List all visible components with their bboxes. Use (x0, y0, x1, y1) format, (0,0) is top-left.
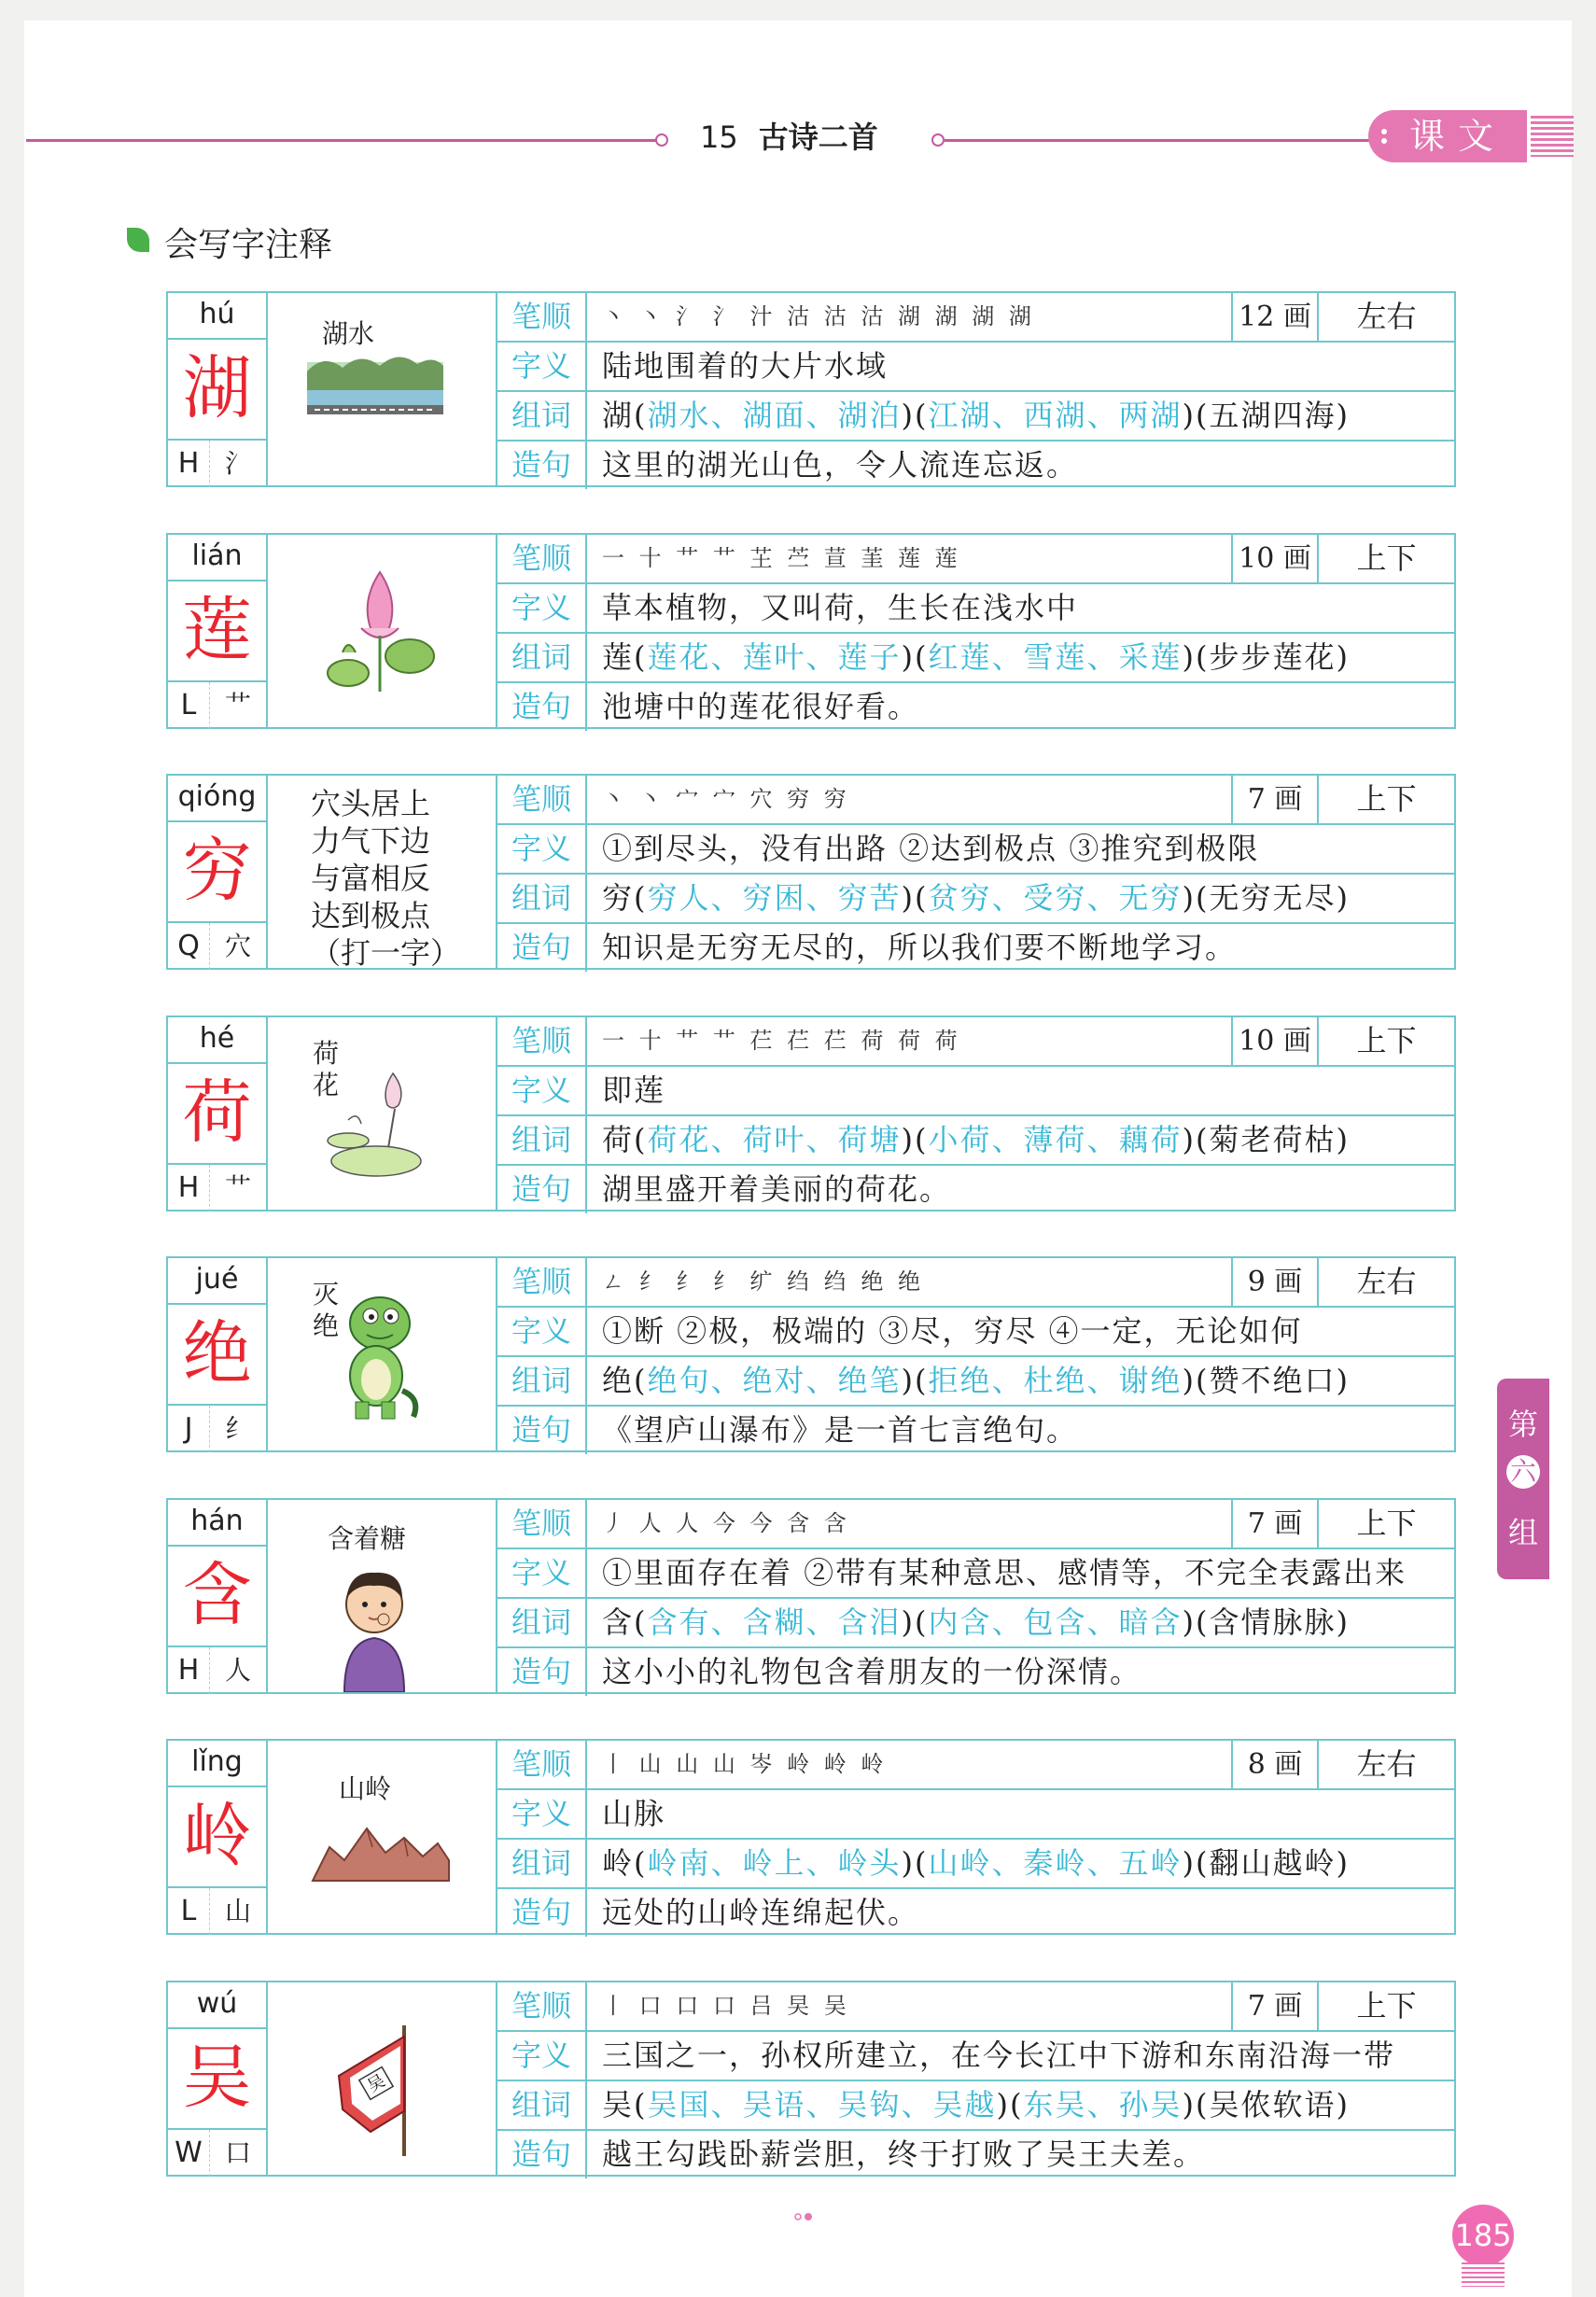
words-label: 组词 (497, 392, 587, 440)
char-details (497, 1017, 1454, 1210)
strokes-label: 笔顺 (497, 1741, 587, 1788)
sentence-label: 造句 (497, 1166, 587, 1213)
example-sentence: 池塘中的莲花很好看。 (602, 689, 920, 724)
header-rule-left (26, 139, 661, 142)
structure: 上下 (1356, 1023, 1417, 1058)
char-details (497, 1741, 1454, 1933)
strokes-row (497, 1500, 1454, 1548)
structure: 左右 (1356, 1746, 1417, 1782)
words-group-b: 东吴、孙吴 (1023, 2087, 1183, 2122)
stroke-count: 12 画 (1231, 293, 1319, 341)
meaning-row (497, 823, 1454, 873)
example-sentence: 这小小的礼物包含着朋友的一份深情。 (602, 1654, 1142, 1689)
words-row (497, 1838, 1454, 1887)
meaning-row (497, 341, 1454, 390)
character-card (166, 1498, 1456, 1694)
radical: 艹 (224, 690, 251, 721)
index-letter: H (168, 441, 210, 487)
pinyin: jué (168, 1258, 266, 1305)
radical: 氵 (224, 448, 251, 479)
strokes-label: 笔顺 (497, 1258, 587, 1306)
index-letter: H (168, 1165, 210, 1212)
stroke-order: 丨 口 口 口 吕 旲 吴 (602, 1993, 850, 2019)
index-row (168, 680, 266, 729)
stroke-count: 10 画 (1231, 1017, 1319, 1065)
side-tab-top: 第 (1507, 1407, 1538, 1442)
sentence-label: 造句 (497, 1407, 587, 1454)
words-mid: )( (901, 639, 929, 675)
words-group-a: 穷人、穷困、穷苦 (647, 880, 902, 916)
index-row (168, 1646, 266, 1694)
character: 含 (182, 1555, 252, 1635)
structure: 上下 (1356, 781, 1417, 817)
radical: 山 (224, 1896, 251, 1926)
example-sentence: 这里的湖光山色，令人流连忘返。 (602, 447, 1079, 483)
pinyin: wú (168, 1982, 266, 2029)
meaning-label: 字义 (497, 584, 587, 632)
char-info (168, 1258, 268, 1450)
index-letter: H (168, 1647, 210, 1694)
words-suffix: )(无穷无尽) (1182, 880, 1350, 916)
words-suffix: )(步步莲花) (1182, 639, 1350, 675)
header-dot-right (931, 133, 945, 147)
structure: 左右 (1356, 299, 1417, 334)
character-card (166, 1981, 1456, 2177)
header-dot-left (655, 133, 668, 147)
words-group-a: 岭南、岭上、岭头 (647, 1845, 902, 1881)
riddle-line: 与富相反 (311, 861, 431, 896)
radical: 口 (224, 2137, 251, 2168)
stroke-count: 10 画 (1231, 535, 1319, 582)
footer-dots-icon (793, 2212, 821, 2221)
stroke-count: 7 画 (1231, 776, 1319, 823)
stroke-count: 9 画 (1231, 1258, 1319, 1306)
character-card (166, 1739, 1456, 1935)
riddle-line: 穴头居上 (311, 786, 431, 821)
meaning-label: 字义 (497, 343, 587, 390)
char-info (168, 1500, 268, 1692)
words-label: 组词 (497, 1599, 587, 1646)
stroke-order: ㄥ 纟 纟 纟 纩 绉 绉 绝 绝 (602, 1268, 925, 1295)
illustration-cell (268, 1982, 497, 2175)
example-sentence: 越王勾践卧薪尝胆，终于打败了吴王夫差。 (602, 2136, 1206, 2172)
page-number: 185 (1452, 2205, 1514, 2266)
words-group-b: 山岭、秦岭、五岭 (928, 1845, 1183, 1881)
words-prefix: 含( (602, 1604, 648, 1640)
words-mid: )( (901, 398, 929, 433)
strokes-row (497, 535, 1454, 582)
words-suffix: )(菊老荷枯) (1182, 1122, 1350, 1157)
character: 绝 (182, 1313, 252, 1394)
sentence-row (497, 922, 1454, 972)
meaning: 即莲 (602, 1072, 666, 1108)
strokes-row (497, 1258, 1454, 1306)
structure: 上下 (1356, 1506, 1417, 1541)
character-card (166, 533, 1456, 729)
strokes-row (497, 1741, 1454, 1788)
pinyin: hán (168, 1500, 266, 1547)
illustration-cell (268, 1017, 497, 1210)
meaning-row (497, 2030, 1454, 2080)
meaning: ①断 ②极，极端的 ③尽，穷尽 ④一定，无论如何 (602, 1313, 1303, 1349)
page-number-stripes (1462, 2262, 1505, 2287)
words-prefix: 穷( (602, 880, 648, 916)
stroke-count: 7 画 (1231, 1982, 1319, 2030)
strokes-label: 笔顺 (497, 776, 587, 823)
illustration-image (311, 1819, 451, 1888)
words-group-b: 贫穷、受穷、无穷 (928, 880, 1183, 916)
pinyin: lǐng (168, 1741, 266, 1787)
words-mid: )( (901, 1845, 929, 1881)
meaning-row (497, 1548, 1454, 1597)
char-info (168, 776, 268, 968)
riddle-line: 达到极点 (311, 898, 431, 933)
word-list (602, 1357, 1350, 1405)
words-mid: )( (901, 880, 929, 916)
meaning: ①到尽头，没有出路 ②达到极点 ③推究到极限 (602, 831, 1260, 866)
radical: 纟 (224, 1413, 251, 1444)
meaning: 草本植物，又叫荷，生长在浅水中 (602, 590, 1079, 625)
stroke-order: 丿 人 人 今 今 含 含 (602, 1510, 850, 1536)
char-details (497, 1258, 1454, 1450)
meaning: ①里面存在着 ②带有某种意思、感情等，不完全表露出来 (602, 1555, 1407, 1590)
meaning-label: 字义 (497, 1549, 587, 1597)
stroke-order: 一 十 艹 艹 芢 芢 芢 荷 荷 荷 (602, 1028, 961, 1054)
words-label: 组词 (497, 2081, 587, 2129)
index-letter: J (168, 1406, 210, 1452)
illustration-caption: 含着糖 (328, 1523, 407, 1554)
words-label: 组词 (497, 875, 587, 922)
words-row (497, 1355, 1454, 1405)
index-letter: Q (168, 923, 210, 970)
illustration-cell (268, 1258, 497, 1450)
character-card (166, 1015, 1456, 1212)
pinyin: hé (168, 1017, 266, 1064)
words-suffix: )(五湖四海) (1182, 398, 1350, 433)
header-stripes (1531, 116, 1574, 157)
word-list (602, 2081, 1350, 2129)
side-tab-bottom: 组 (1507, 1515, 1538, 1550)
structure: 上下 (1356, 540, 1417, 576)
leaf-icon (127, 228, 149, 252)
index-letter: L (168, 682, 210, 729)
word-list (602, 1840, 1350, 1887)
illustration-image (305, 343, 445, 422)
radical: 艹 (224, 1172, 251, 1203)
words-prefix: 绝( (602, 1363, 648, 1398)
char-details (497, 293, 1454, 485)
words-group-a: 含有、含糊、含泪 (647, 1604, 902, 1640)
words-suffix: )(赞不绝口) (1182, 1363, 1350, 1398)
stroke-order: 丶 丶 氵 氵 汁 沽 沽 沽 湖 湖 湖 湖 (602, 303, 1035, 329)
char-details (497, 1982, 1454, 2175)
meaning-row (497, 1788, 1454, 1838)
words-suffix: )(含情脉脉) (1182, 1604, 1350, 1640)
index-row (168, 1163, 266, 1212)
meaning-row (497, 1306, 1454, 1355)
meaning-label: 字义 (497, 1067, 587, 1114)
index-row (168, 1404, 266, 1452)
index-row (168, 2128, 266, 2177)
word-list (602, 634, 1350, 681)
word-list (602, 1599, 1350, 1646)
section-title: 会写字注释 (164, 226, 333, 264)
meaning-label: 字义 (497, 1790, 587, 1838)
char-details (497, 776, 1454, 968)
char-details (497, 1500, 1454, 1692)
tab-kewen-label: 课文 (1409, 116, 1507, 157)
illustration-cell (268, 535, 497, 727)
sentence-row (497, 1646, 1454, 1696)
words-label: 组词 (497, 1357, 587, 1405)
word-list (602, 392, 1350, 440)
meaning: 三国之一，孙权所建立，在今长江中下游和东南沿海一带 (602, 2038, 1396, 2073)
meaning: 陆地围着的大片水域 (602, 348, 889, 384)
character: 穷 (182, 831, 252, 911)
meaning-row (497, 1065, 1454, 1114)
sentence-row (497, 1405, 1454, 1454)
tab-kewen (1368, 110, 1527, 162)
sentence-row (497, 681, 1454, 731)
words-prefix: 荷( (602, 1122, 648, 1157)
index-row (168, 439, 266, 487)
sentence-row (497, 1887, 1454, 1937)
example-sentence: 《望庐山瀑布》是一首七言绝句。 (602, 1412, 1079, 1448)
index-row (168, 1886, 266, 1935)
character: 吴 (182, 2038, 252, 2118)
words-mid: )( (901, 1363, 929, 1398)
structure: 左右 (1356, 1264, 1417, 1299)
words-row (497, 1114, 1454, 1164)
character-card (166, 1256, 1456, 1452)
strokes-row (497, 293, 1454, 341)
words-row (497, 632, 1454, 681)
character: 岭 (182, 1796, 252, 1876)
lesson-heading (700, 114, 878, 157)
words-prefix: 莲( (602, 639, 648, 675)
char-info (168, 1741, 268, 1933)
character: 莲 (182, 590, 252, 670)
riddle-line: 力气下边 (311, 823, 431, 859)
lesson-title: 古诗二首 (758, 119, 878, 155)
char-info (168, 535, 268, 727)
stroke-order: 丶 丶 宀 宀 穴 穷 穷 (602, 786, 850, 812)
sentence-row (497, 1164, 1454, 1213)
meaning-label: 字义 (497, 825, 587, 873)
unit-side-tab (1497, 1379, 1549, 1579)
word-list (602, 875, 1350, 922)
pinyin: hú (168, 293, 266, 340)
sentence-label: 造句 (497, 924, 587, 972)
sentence-row (497, 2129, 1454, 2178)
strokes-label: 笔顺 (497, 293, 587, 341)
words-group-b: 内含、包含、暗含 (928, 1604, 1183, 1640)
words-prefix: 湖( (602, 398, 648, 433)
char-info (168, 293, 268, 485)
sentence-label: 造句 (497, 1648, 587, 1696)
stroke-count: 7 画 (1231, 1500, 1319, 1548)
radical: 穴 (224, 931, 251, 961)
words-group-a: 吴国、吴语、吴钩、吴越 (647, 2087, 997, 2122)
illustration-cell (268, 293, 497, 485)
sentence-label: 造句 (497, 1889, 587, 1937)
words-mid: )( (901, 1122, 929, 1157)
words-group-b: 红莲、雪莲、采莲 (928, 639, 1183, 675)
illustration-caption: 荷花 (313, 1038, 340, 1100)
strokes-row (497, 776, 1454, 823)
char-details (497, 535, 1454, 727)
strokes-row (497, 1017, 1454, 1065)
words-prefix: 岭( (602, 1845, 648, 1881)
words-group-a: 莲花、莲叶、莲子 (647, 639, 902, 675)
pinyin: lián (168, 535, 266, 581)
words-mid: )( (996, 2087, 1024, 2122)
meaning-row (497, 582, 1454, 632)
words-label: 组词 (497, 1840, 587, 1887)
word-list (602, 1116, 1350, 1164)
words-row (497, 2080, 1454, 2129)
words-row (497, 873, 1454, 922)
words-row (497, 1597, 1454, 1646)
stroke-order: 丨 山 山 山 岑 岭 岭 岭 (602, 1751, 888, 1777)
example-sentence: 湖里盛开着美丽的荷花。 (602, 1171, 952, 1207)
strokes-label: 笔顺 (497, 535, 587, 582)
char-info (168, 1017, 268, 1210)
meaning-label: 字义 (497, 2032, 587, 2080)
structure: 上下 (1356, 1988, 1417, 2024)
radical: 人 (224, 1655, 251, 1686)
character: 荷 (182, 1072, 252, 1153)
words-label: 组词 (497, 1116, 587, 1164)
words-group-b: 小荷、薄荷、藕荷 (928, 1122, 1183, 1157)
illustration-image (315, 2020, 436, 2164)
sentence-label: 造句 (497, 2131, 587, 2178)
illustration-caption: 湖水 (322, 318, 375, 349)
lesson-number: 15 (700, 119, 738, 155)
words-group-b: 江湖、西湖、两湖 (928, 398, 1183, 433)
words-row (497, 390, 1454, 440)
stroke-count: 8 画 (1231, 1741, 1319, 1788)
character-card (166, 774, 1456, 970)
header-rule-right (945, 139, 1374, 142)
tab-dots-icon (1381, 129, 1387, 147)
sentence-label: 造句 (497, 683, 587, 731)
words-prefix: 吴( (602, 2087, 648, 2122)
example-sentence: 远处的山岭连绵起伏。 (602, 1895, 920, 1930)
words-label: 组词 (497, 634, 587, 681)
strokes-row (497, 1982, 1454, 2030)
illustration-image (328, 1562, 421, 1696)
index-letter: L (168, 1888, 210, 1935)
char-info (168, 1982, 268, 2175)
words-group-a: 湖水、湖面、湖泊 (647, 398, 902, 433)
illustration-cell (268, 1741, 497, 1933)
words-group-a: 绝句、绝对、绝笔 (647, 1363, 902, 1398)
words-suffix: )(翻山越岭) (1182, 1845, 1350, 1881)
words-group-b: 拒绝、杜绝、谢绝 (928, 1363, 1183, 1398)
stroke-order: 一 十 艹 艹 芏 苎 荁 茥 莲 莲 (602, 545, 961, 571)
riddle (311, 785, 460, 972)
illustration-cell (268, 1500, 497, 1692)
strokes-label: 笔顺 (497, 1982, 587, 2030)
pinyin: qióng (168, 776, 266, 822)
meaning: 山脉 (602, 1796, 666, 1831)
svg-text:吴: 吴 (364, 2070, 389, 2097)
strokes-label: 笔顺 (497, 1017, 587, 1065)
character-card (166, 291, 1456, 487)
example-sentence: 知识是无穷无尽的，所以我们要不断地学习。 (602, 930, 1238, 965)
illustration-cell (268, 776, 497, 971)
index-row (168, 921, 266, 970)
meaning-label: 字义 (497, 1308, 587, 1355)
words-suffix: )(吴侬软语) (1182, 2087, 1350, 2122)
character: 湖 (182, 348, 252, 428)
illustration-caption: 山岭 (339, 1773, 392, 1804)
sentence-label: 造句 (497, 441, 587, 489)
words-group-a: 荷花、荷叶、荷塘 (647, 1122, 902, 1157)
sentence-row (497, 440, 1454, 489)
riddle-line: （打一字） (311, 935, 461, 971)
strokes-label: 笔顺 (497, 1500, 587, 1548)
words-mid: )( (901, 1604, 929, 1640)
illustration-image (324, 563, 436, 697)
illustration-caption: 灭绝 (313, 1279, 340, 1341)
side-tab-number: 六 (1506, 1455, 1540, 1489)
index-letter: W (168, 2130, 210, 2177)
